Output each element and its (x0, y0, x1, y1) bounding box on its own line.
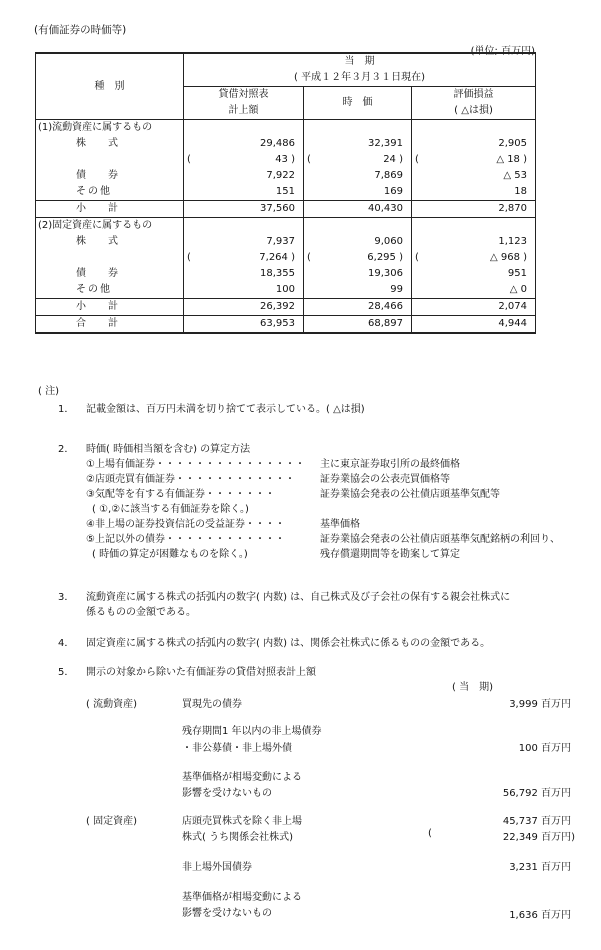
note-2: 2． 時価( 時価相当額を含む) の算定方法 (58, 444, 251, 455)
table-row: 債 券 18,355 19,306 951 (36, 266, 536, 282)
note-5-amount: 3,231 百万円 (509, 862, 571, 873)
securities-table (35, 52, 536, 334)
document-title: (有価証券の時価等) (34, 24, 127, 36)
current-assets-section: (1)流動資産に属するもの (36, 120, 184, 137)
fixed-assets-section: (2)固定資産に属するもの (36, 218, 184, 235)
note-5-item: 基準価格が相場変動による (182, 892, 302, 903)
note-5-paren: ( (428, 828, 432, 839)
note-5-amount: 3,999 百万円 (509, 699, 571, 710)
note-5-amount: 100 百万円 (518, 743, 571, 754)
gain-header: 評価損益 (412, 87, 536, 104)
note-3: 3． 流動資産に属する株式の括弧内の数字( 内数) は、自己株式及び子会社の保有する親会社株式に (58, 592, 511, 603)
book-value-header-2: 計上額 (184, 103, 304, 120)
note-5-item: 買現先の債券 (182, 699, 242, 710)
table-row: 株 式 29,486 32,391 2,905 (36, 136, 536, 152)
note-5-amount: 56,792 百万円 (502, 788, 571, 799)
table-row: ( 43 ) ( 24 ) ( △ 18 ) (36, 152, 536, 168)
table-row: ( 7,264 ) ( 6,295 ) ( △ 968 ) (36, 250, 536, 266)
note-5-item: 基準価格が相場変動による (182, 772, 302, 783)
note-5-item: 残存期間1 年以内の非上場債券 (182, 726, 322, 737)
total-row: 合 計 63,953 68,897 4,944 (36, 316, 536, 334)
table-row: 株 式 7,937 9,060 1,123 (36, 234, 536, 250)
note-5-item: 株式( うち関係会社株式) (182, 832, 293, 843)
book-value-header: 貸借対照表 (184, 87, 304, 104)
note-4: 4． 固定資産に属する株式の括弧内の数字( 内数) は、関係会社株式に係るものの金額である。 (58, 638, 491, 649)
note-5: 5． 開示の対象から除いた有価証券の貸借対照表計上額 (58, 667, 316, 678)
gain-header-2: ( △は損) (412, 103, 536, 120)
kind-header: 種 別 (36, 53, 184, 120)
current-assets-label: ( 流動資産) (86, 699, 137, 710)
note-5-item: 非上場外国債券 (182, 862, 252, 873)
period-header: 当 期 (184, 53, 536, 70)
note-5-amount: 22,349 百万円) (502, 832, 575, 843)
note-5-amount: 45,737 百万円 (502, 816, 571, 827)
fixed-assets-label: ( 固定資産) (86, 816, 137, 827)
subtotal-row: 小 計 26,392 28,466 2,074 (36, 299, 536, 316)
note-5-amount: 1,636 百万円 (509, 910, 571, 921)
market-value-header: 時 価 (304, 87, 412, 120)
table-row: その他 100 99 △ 0 (36, 282, 536, 299)
table-row: 債 券 7,922 7,869 △ 53 (36, 168, 536, 184)
note-3-cont: 係るものの金額である。 (86, 607, 196, 618)
unit-label: (単位; 百万円) (470, 46, 535, 57)
table-row: その他 151 169 18 (36, 184, 536, 201)
note-5-item: 影響を受けないもの (182, 788, 272, 799)
subtotal-row: 小 計 37,560 40,430 2,870 (36, 201, 536, 218)
notes-heading: ( 注) (38, 386, 59, 397)
note-5-period: ( 当 期) (452, 682, 493, 693)
note-5-item: 店頭売買株式を除く非上場 (182, 816, 302, 827)
note-1: 1． 記載金額は、百万円未満を切り捨てて表示している。( △は損) (58, 404, 365, 415)
note-5-item: ・非公募債・非上場外債 (182, 743, 292, 754)
note-5-item: 影響を受けないもの (182, 908, 272, 919)
period-date: ( 平成１２年３月３１日現在) (184, 70, 536, 87)
